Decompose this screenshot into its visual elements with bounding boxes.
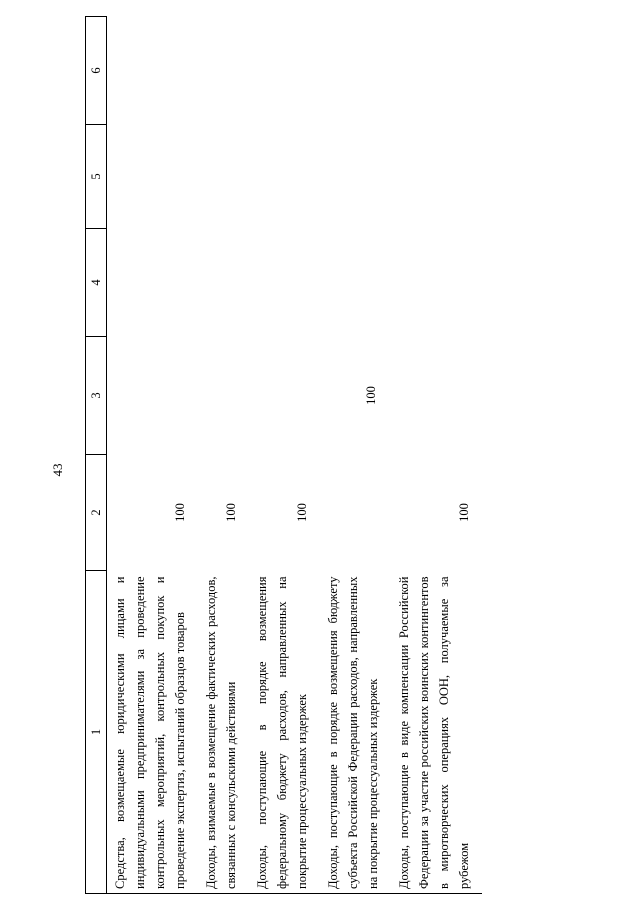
cell-col-2: 100 [173,503,187,522]
header-col-6: 6 [86,17,107,125]
cell-col-3 [107,337,199,455]
cell-col-5 [107,125,199,229]
header-col-3: 3 [86,337,107,455]
table-row [391,17,482,894]
cell-col-5 [249,125,320,229]
row-description: Доходы, поступающие в порядке возмещения бюджету субъекта Российской Федерации расходов, направленных на покрытие процессуальных издержек [320,571,391,894]
table-row [249,17,320,894]
row-description: Средства, возмещаемые юридическими лицами и индивидуальными предпринимателями за проведение контрольных мероприятий, контрольных покупок и проведение экспертиз, испытаний образцов товаров [107,571,199,894]
cell-col-4 [391,229,482,337]
cell-col-5 [391,125,482,229]
header-col-1: 1 [86,571,107,894]
cell-col-5 [198,125,249,229]
cell-col-2: 100 [295,503,309,522]
cell-col-2: 100 [224,503,238,522]
cell-col-4 [320,229,391,337]
cell-col-6 [107,17,199,125]
budget-table [85,16,482,894]
cell-col-4 [107,229,199,337]
cell-col-5 [320,125,391,229]
cell-col-3: 100 [364,386,378,405]
page-number: 43 [50,463,65,477]
row-description: Доходы, взимаемые в возмещение фактических расходов, связанных с консульскими действиями [198,571,249,894]
cell-col-6 [198,17,249,125]
cell-col-4 [198,229,249,337]
cell-col-3 [198,337,249,455]
cell-col-6 [391,17,482,125]
header-col-2: 2 [86,455,107,571]
cell-col-4 [249,229,320,337]
table-row [320,17,391,894]
cell-col-2: 100 [457,503,471,522]
cell-col-6 [249,17,320,125]
cell-col-3 [391,337,482,455]
row-description: Доходы, поступающие в порядке возмещения федеральному бюджету расходов, направленных на покрытие процессуальных издержек [249,571,320,894]
header-row [86,17,107,894]
cell-col-6 [320,17,391,125]
cell-col-3 [249,337,320,455]
header-col-4: 4 [86,229,107,337]
row-description: Доходы, поступающие в виде компенсации Российской Федерации за участие российских воинских контингентов в миротворческих операциях ООН, получаемые за рубежом [391,571,482,894]
cell-col-2 [320,455,391,571]
table-row [198,17,249,894]
header-col-5: 5 [86,125,107,229]
table-row [107,17,199,894]
